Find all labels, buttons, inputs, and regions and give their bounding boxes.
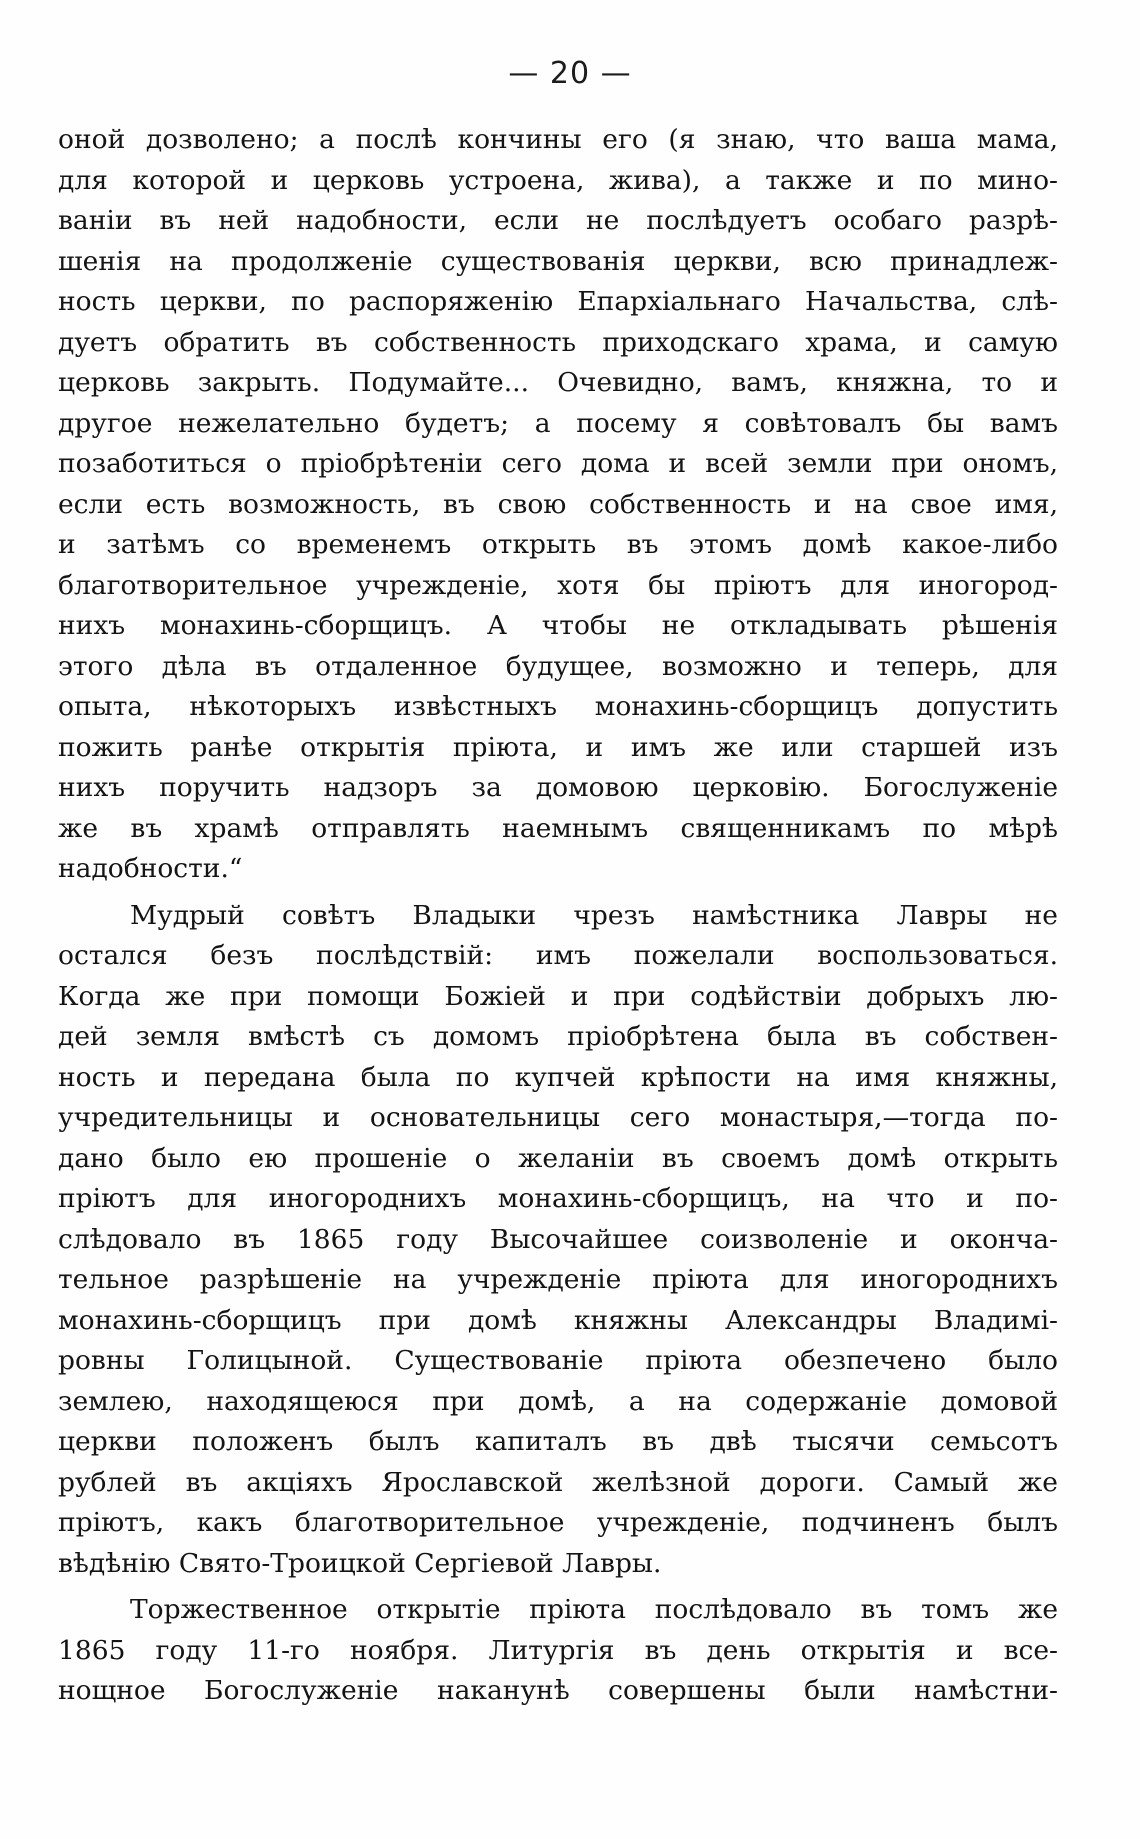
text-line: пріютъ, какъ благотворительное учрежденіе, подчиненъ былъ: [58, 1507, 1058, 1538]
text-line: надобности.“: [58, 853, 243, 884]
text-line: ность и передана была по купчей крѣпости на имя княжны,: [58, 1061, 1058, 1093]
text-line: учредительницы и основательницы сего монастыря,—тогда по-: [58, 1102, 1058, 1133]
text-line: 1865 году 11-го ноября. Литургія въ день открытія и все-: [58, 1634, 1058, 1666]
paragraph: [58, 896, 1058, 1585]
text-line: дано было ею прошеніе о желаніи въ своемъ домѣ открыть: [58, 1142, 1058, 1174]
text-line: землею, находящеюся при домѣ, а на содержаніе домовой: [58, 1385, 1058, 1417]
text-line: слѣдовало въ 1865 году Высочайшее соизволеніе и оконча-: [58, 1223, 1058, 1255]
text-line: благотворительное учрежденіе, хотя бы пріютъ для иногород-: [58, 569, 1058, 601]
text-line: другое нежелательно будетъ; а посему я совѣтовалъ бы вамъ: [58, 407, 1058, 439]
text-line: нихъ поручить надзоръ за домовою церковію. Богослуженіе: [58, 772, 1058, 803]
text-line: нощное Богослуженіе наканунѣ совершены были намѣстни-: [58, 1675, 1058, 1706]
text-line: остался безъ послѣдствій: имъ пожелали воспользоваться.: [58, 940, 1058, 971]
page-number: — 20 —: [508, 56, 632, 91]
text-line: рублей въ акціяхъ Ярославской желѣзной дороги. Самый же: [58, 1466, 1058, 1498]
text-line: же въ храмѣ отправлять наемнымъ священникамъ по мѣрѣ: [58, 812, 1058, 844]
text-line: для которой и церковь устроена, жива), а также и по мино-: [58, 164, 1058, 196]
text-line: дей земля вмѣстѣ съ домомъ пріобрѣтена была въ собствен-: [58, 1021, 1058, 1052]
paragraph: [58, 120, 1058, 890]
text-line: этого дѣла въ отдаленное будущее, возможно и теперь, для: [58, 650, 1058, 682]
text-line: пріютъ для иногороднихъ монахинь-сборщицъ, на что и по-: [58, 1183, 1058, 1214]
text-line: тельное разрѣшеніе на учрежденіе пріюта для иногороднихъ: [58, 1264, 1058, 1295]
text-line: церкви положенъ былъ капиталъ въ двѣ тысячи семьсотъ: [58, 1426, 1058, 1457]
text-line: шенія на продолженіе существованія церкви, всю принадлеж-: [58, 245, 1058, 277]
text-line: оной дозволено; а послѣ кончины его (я знаю, что ваша мама,: [58, 124, 1058, 155]
text-line: ность церкви, по распоряженію Епархіальнаго Начальства, слѣ-: [58, 286, 1058, 317]
text-line: нихъ монахинь-сборщицъ. А чтобы не откладывать рѣшенія: [58, 610, 1058, 641]
text-line: церковь закрыть. Подумайте... Очевидно, вамъ, княжна, то и: [58, 367, 1058, 398]
paragraph: [58, 1590, 1058, 1712]
text-line: ровны Голицыной. Существованіе пріюта обезпечено было: [58, 1345, 1058, 1376]
text-line: монахинь-сборщицъ при домѣ княжны Александры Владимі-: [58, 1304, 1058, 1336]
text-line: и затѣмъ со временемъ открыть въ этомъ домѣ какое-либо: [58, 529, 1058, 560]
text-line: опыта, нѣкоторыхъ извѣстныхъ монахинь-сборщицъ допустить: [58, 691, 1058, 722]
text-line: ваніи въ ней надобности, если не послѣдуетъ особаго разрѣ-: [58, 205, 1058, 236]
text-line: Мудрый совѣтъ Владыки чрезъ намѣстника Лавры не: [130, 899, 1058, 931]
text-line: Торжественное открытіе пріюта послѣдовало въ томъ же: [130, 1594, 1058, 1625]
text-line: если есть возможность, въ свою собственность и на свое имя,: [58, 488, 1058, 520]
text-line: Когда же при помощи Божіей и при содѣйствіи добрыхъ лю-: [58, 980, 1058, 1012]
text-line: дуетъ обратить въ собственность приходскаго храма, и самую: [58, 326, 1058, 358]
text-line: пожить ранѣе открытія пріюта, и имъ же или старшей изъ: [58, 731, 1058, 763]
body-text: [58, 120, 1058, 1712]
text-line: позаботиться о пріобрѣтеніи сего дома и всей земли при ономъ,: [58, 448, 1058, 479]
text-line: вѣдѣнію Свято-Троицкой Сергіевой Лавры.: [58, 1547, 662, 1579]
